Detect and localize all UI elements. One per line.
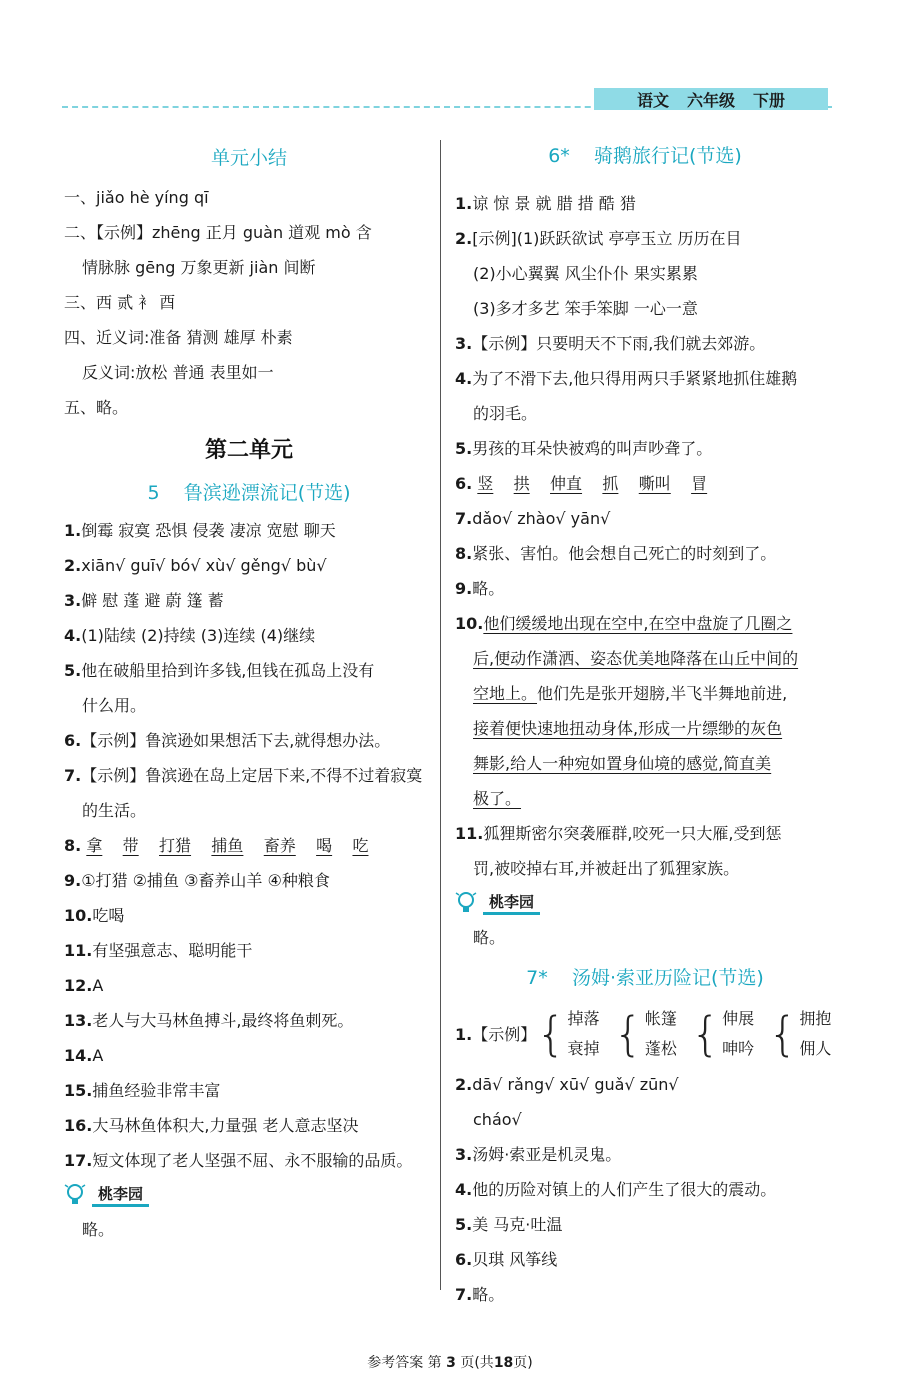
- lesson7-number: 7*: [526, 967, 548, 989]
- summary-line: 四、近义词:准备 猜测 雄厚 朴素: [64, 328, 293, 347]
- answer-line: 极了。: [473, 789, 522, 808]
- answer-line: 4.他的历险对镇上的人们产生了很大的震动。: [455, 1180, 777, 1199]
- answer-line: 6.贝琪 风筝线: [455, 1250, 558, 1269]
- answer-line: 7.dǎo√ zhào√ yān√: [455, 509, 611, 528]
- answer-line: 9.略。: [455, 579, 505, 598]
- answer-line: 13.老人与大马林鱼搏斗,最终将鱼刺死。: [64, 1011, 354, 1030]
- answer-line: 11.狐狸斯密尔突袭雁群,咬死一只大雁,受到惩: [455, 824, 782, 843]
- answer-line: 后,便动作潇洒、姿态优美地降落在山丘中间的: [473, 649, 799, 668]
- lesson5-number: 5: [147, 482, 160, 504]
- lesson5-heading: [64, 473, 434, 513]
- answer-line: 3.僻 慰 蓬 避 蔚 篷 蓄: [64, 591, 224, 610]
- answer-line: 5.美 马克·吐温: [455, 1215, 563, 1234]
- answer-line: 1.倒霉 寂寞 恐惧 侵袭 凄凉 宽慰 聊天: [64, 521, 336, 540]
- answer-line: 4.(1)陆续 (2)持续 (3)连续 (4)继续: [64, 626, 316, 645]
- answer-line: 2.dā√ rǎng√ xū√ guǎ√ zūn√: [455, 1075, 679, 1094]
- unit-title: 第二单元: [204, 438, 293, 463]
- header-term: 下册: [753, 90, 786, 110]
- taoliyuan-section: [455, 886, 835, 920]
- word-pair: { 帐篷 蓬松: [613, 1007, 677, 1061]
- answer-line: 1.谅 惊 景 就 腊 措 酷 猎: [455, 194, 636, 213]
- answer-line: 15.捕鱼经验非常丰富: [64, 1081, 221, 1100]
- page-total: 18: [493, 1355, 514, 1371]
- answer-line: 3.汤姆·索亚是机灵鬼。: [455, 1145, 622, 1164]
- summary-line: 情脉脉 gēng 万象更新 jiàn 间断: [82, 258, 316, 277]
- answer-line: 什么用。: [82, 696, 147, 715]
- page-number: 3: [446, 1355, 456, 1371]
- answer-line: 3.【示例】只要明天不下雨,我们就去郊游。: [455, 334, 766, 353]
- answer-line: 5.男孩的耳朵快被鸡的叫声吵聋了。: [455, 439, 713, 458]
- answer-line: (3)多才多艺 笨手笨脚 一心一意: [473, 299, 698, 318]
- answer-line: 8.紧张、害怕。他会想自己死亡的时刻到了。: [455, 544, 777, 563]
- taoliyuan-answer: 略。: [82, 1220, 115, 1239]
- answer-line-q6: 6. 竖 拱 伸直 抓 嘶叫 冒: [455, 474, 708, 493]
- answer-line: 舞影,给人一种宛如置身仙境的感觉,简直美: [473, 754, 772, 773]
- right-column: [455, 140, 835, 1312]
- answer-line: 空地上。他们先是张开翅膀,半飞半舞地前进,: [473, 684, 788, 703]
- page-footer: 参考答案 第 3 页(共18页): [367, 1355, 533, 1371]
- lesson5-title: 鲁滨逊漂流记(节选): [183, 482, 351, 504]
- lightbulb-icon: [64, 1182, 86, 1208]
- answer-line: (2)小心翼翼 风尘仆仆 果实累累: [473, 264, 698, 283]
- lesson6-title: 骑鹅旅行记(节选): [593, 145, 742, 167]
- answer-line: 7.【示例】鲁滨逊在岛上定居下来,不得不过着寂寞: [64, 766, 423, 785]
- taoliyuan-section: [64, 1178, 434, 1212]
- answer-line: 17.短文体现了老人坚强不屈、永不服输的品质。: [64, 1151, 413, 1170]
- summary-title: 单元小结: [210, 147, 287, 169]
- answer-line: 接着便快速地扭动身体,形成一片缥缈的灰色: [473, 719, 783, 738]
- summary-line: 反义词:放松 普通 表里如一: [82, 363, 274, 382]
- word-pair: { 伸展 呻吟: [690, 1007, 755, 1061]
- header-banner: [594, 88, 828, 110]
- lesson7-heading: [455, 955, 835, 1001]
- answer-line: 罚,被咬掉右耳,并被赶出了狐狸家族。: [473, 859, 740, 878]
- answer-line-q10: 10.他们缓缓地出现在空中,在空中盘旋了几圈之: [455, 614, 793, 633]
- answer-line: 11.有坚强意志、聪明能干: [64, 941, 253, 960]
- summary-line: 三、西 贰 衤 酉: [64, 293, 176, 312]
- lesson7-title: 汤姆·索亚历险记(节选): [571, 967, 764, 989]
- lesson6-number: 6*: [548, 145, 570, 167]
- answer-line: 5.他在破船里拾到许多钱,但钱在孤岛上没有: [64, 661, 375, 680]
- lesson6-heading: [455, 140, 835, 186]
- answer-line-q1: 1. 【示例】 { 掉落 衰掉 { 帐篷 蓬松 { 伸展 呻吟 { 拥抱 佣人: [455, 1001, 835, 1067]
- taoliyuan-label: 桃李园: [483, 891, 540, 915]
- answer-line: 6.【示例】鲁滨逊如果想活下去,就得想办法。: [64, 731, 391, 750]
- answer-line: cháo√: [473, 1110, 522, 1129]
- word-pair: { 拥抱 佣人: [768, 1007, 832, 1061]
- summary-line: 五、略。: [64, 398, 129, 417]
- answer-line: 的生活。: [82, 801, 147, 820]
- left-column: [64, 140, 434, 1247]
- answer-line: 12.A: [64, 976, 104, 995]
- lightbulb-icon: [455, 890, 477, 916]
- answer-line: 2.[示例](1)跃跃欲试 亭亭玉立 历历在目: [455, 229, 742, 248]
- answer-line: 16.大马林鱼体积大,力量强 老人意志坚决: [64, 1116, 359, 1135]
- taoliyuan-label: 桃李园: [92, 1183, 149, 1207]
- header-grade: 六年级: [686, 90, 735, 110]
- answer-line: 10.吃喝: [64, 906, 125, 925]
- summary-line: 一、jiǎo hè yíng qī: [64, 188, 209, 207]
- answer-line: 的羽毛。: [473, 404, 538, 423]
- summary-line: 二、【示例】zhēng 正月 guàn 道观 mò 含: [64, 223, 372, 242]
- answer-line: 4.为了不滑下去,他只得用两只手紧紧地抓住雄鹅: [455, 369, 798, 388]
- answer-line-q8: 8. 拿 带 打猎 捕鱼 畜养 喝 吃: [64, 836, 369, 855]
- answer-line: 9.①打猎 ②捕鱼 ③畜养山羊 ④种粮食: [64, 871, 330, 890]
- taoliyuan-answer: 略。: [473, 928, 506, 947]
- answer-line: 7.略。: [455, 1285, 505, 1304]
- column-divider: [440, 140, 441, 1290]
- header-subject: 语文: [636, 90, 669, 110]
- answer-line: 2.xiān√ guī√ bó√ xù√ gěng√ bù√: [64, 556, 327, 575]
- word-pair: { 掉落 衰掉: [536, 1007, 600, 1061]
- answer-line: 14.A: [64, 1046, 104, 1065]
